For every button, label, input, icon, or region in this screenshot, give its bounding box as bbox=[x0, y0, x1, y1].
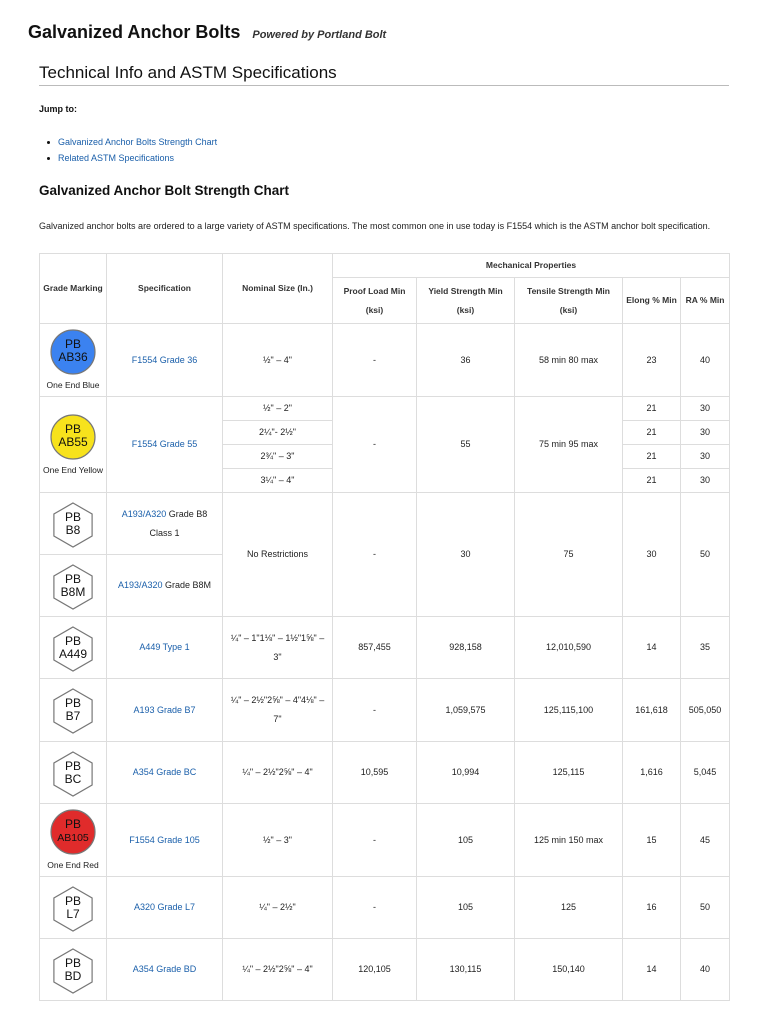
elongation-cell: 14 bbox=[623, 939, 681, 1001]
specification-link[interactable]: A193/A320 bbox=[117, 580, 163, 590]
jump-link-astm-specs[interactable]: Related ASTM Specifications bbox=[58, 153, 175, 163]
grade-marking-cell bbox=[40, 877, 107, 939]
badge-text-pb: PB bbox=[64, 893, 82, 908]
specification-link[interactable]: A449 Type 1 bbox=[139, 642, 190, 652]
header-reduction-area: RA % Min bbox=[681, 278, 730, 324]
reduction-area-cell: 505,050 bbox=[681, 679, 730, 742]
proof-load-cell: - bbox=[333, 804, 417, 877]
table-row bbox=[40, 804, 730, 877]
nominal-size-cell: ¼" – 2½"2⅝" – 4"4⅛" – 7" bbox=[223, 679, 333, 742]
specification-link[interactable]: A354 Grade BD bbox=[132, 964, 197, 974]
badge-text-pb: PB bbox=[64, 421, 82, 436]
proof-load-cell: 120,105 bbox=[333, 939, 417, 1001]
intro-text: Galvanized anchor bolts are ordered to a large variety of ASTM specifications. The most common one in use today is F1554 which is the ASTM anchor bolt specification. bbox=[39, 221, 711, 231]
header-yield-strength: Yield Strength Min (ksi) bbox=[417, 278, 515, 324]
elongation-cell: 14 bbox=[623, 617, 681, 679]
specification-link[interactable]: F1554 Grade 105 bbox=[129, 834, 200, 845]
specification-cell bbox=[107, 324, 223, 397]
tensile-strength-cell: 58 min 80 max bbox=[515, 324, 623, 397]
reduction-area-cell: 40 bbox=[681, 324, 730, 397]
specification-cell bbox=[107, 742, 223, 804]
specification-cell bbox=[107, 877, 223, 939]
elongation-cell: 21 bbox=[623, 397, 681, 421]
section-divider bbox=[39, 85, 729, 86]
reduction-area-cell: 30 bbox=[681, 397, 730, 421]
specification-link[interactable]: A193/A320 bbox=[121, 508, 167, 519]
badge-text-grade: AB105 bbox=[57, 832, 89, 844]
nominal-size-cell: ½" – 2" bbox=[223, 397, 333, 421]
grade-marking-cell bbox=[40, 397, 107, 493]
elongation-cell: 23 bbox=[623, 324, 681, 397]
table-row bbox=[40, 742, 730, 804]
nominal-size-cell: No Restrictions bbox=[223, 493, 333, 617]
badge-text-pb: PB bbox=[64, 696, 82, 710]
badge-text-pb: PB bbox=[64, 758, 82, 773]
jump-list-item bbox=[56, 150, 217, 166]
tensile-strength-cell: 75 bbox=[515, 493, 623, 617]
section-title: Technical Info and ASTM Specifications bbox=[39, 63, 337, 82]
grade-marking-cell bbox=[40, 742, 107, 804]
badge-text-grade: B8 bbox=[65, 522, 81, 537]
elongation-cell: 161,618 bbox=[623, 679, 681, 742]
grade-hex-badge bbox=[49, 563, 97, 611]
chart-heading: Galvanized Anchor Bolt Strength Chart bbox=[39, 183, 290, 198]
site-header bbox=[28, 22, 386, 43]
specification-cell bbox=[107, 555, 223, 617]
badge-text-grade: A449 bbox=[58, 646, 88, 661]
nominal-size-cell: ¼" – 1"1⅛" – 1½"1⅝" – 3" bbox=[223, 617, 333, 679]
tensile-strength-cell: 125 bbox=[515, 877, 623, 939]
yield-strength-cell: 928,158 bbox=[417, 617, 515, 679]
header-nominal-size: Nominal Size (In.) bbox=[223, 254, 333, 324]
tensile-strength-cell: 125 min 150 max bbox=[515, 804, 623, 877]
specification-link[interactable]: A354 Grade BC bbox=[132, 767, 197, 777]
site-title: Galvanized Anchor Bolts bbox=[28, 22, 241, 42]
table-row bbox=[40, 939, 730, 1001]
header-tensile-strength: Tensile Strength Min (ksi) bbox=[515, 278, 623, 324]
jump-list bbox=[56, 134, 217, 166]
reduction-area-cell: 50 bbox=[681, 877, 730, 939]
proof-load-cell: - bbox=[333, 679, 417, 742]
reduction-area-cell: 5,045 bbox=[681, 742, 730, 804]
nominal-size-cell: 2¼"- 2½" bbox=[223, 421, 333, 445]
table-body bbox=[40, 324, 730, 1001]
specification-cell bbox=[107, 493, 223, 555]
specification-link[interactable]: F1554 Grade 55 bbox=[131, 439, 198, 449]
specification-cell bbox=[107, 804, 223, 877]
table-row bbox=[40, 324, 730, 397]
badge-text-pb: PB bbox=[64, 509, 82, 524]
tensile-strength-cell: 125,115 bbox=[515, 742, 623, 804]
elongation-cell: 15 bbox=[623, 804, 681, 877]
grade-marking-cell bbox=[40, 555, 107, 617]
specification-link[interactable]: A320 Grade L7 bbox=[133, 902, 196, 912]
reduction-area-cell: 50 bbox=[681, 493, 730, 617]
proof-load-cell: 857,455 bbox=[333, 617, 417, 679]
specification-suffix: Grade B8 Class 1 bbox=[149, 508, 208, 538]
grade-marking-caption: One End Red bbox=[47, 860, 99, 870]
table-row bbox=[40, 493, 730, 555]
tensile-strength-cell: 150,140 bbox=[515, 939, 623, 1001]
table-row bbox=[40, 679, 730, 742]
grade-marking-cell bbox=[40, 679, 107, 742]
nominal-size-cell: 2¾" – 3" bbox=[223, 445, 333, 469]
grade-hex-badge bbox=[49, 687, 97, 735]
nominal-size-cell: ½" – 3" bbox=[223, 804, 333, 877]
badge-text-grade: BC bbox=[64, 771, 82, 786]
elongation-cell: 21 bbox=[623, 469, 681, 493]
proof-load-cell: - bbox=[333, 493, 417, 617]
grade-hex-badge bbox=[49, 750, 97, 798]
proof-load-cell: 10,595 bbox=[333, 742, 417, 804]
reduction-area-cell: 30 bbox=[681, 421, 730, 445]
reduction-area-cell: 40 bbox=[681, 939, 730, 1001]
grade-marking-cell bbox=[40, 939, 107, 1001]
badge-text-pb: PB bbox=[64, 571, 82, 586]
specification-cell bbox=[107, 397, 223, 493]
grade-circle-badge bbox=[49, 413, 97, 461]
proof-load-cell: - bbox=[333, 877, 417, 939]
grade-marking-cell bbox=[40, 493, 107, 555]
jump-link-strength-chart[interactable]: Galvanized Anchor Bolts Strength Chart bbox=[58, 137, 218, 147]
reduction-area-cell: 30 bbox=[681, 469, 730, 493]
grade-marking-caption: One End Yellow bbox=[42, 464, 104, 475]
grade-hex-badge bbox=[49, 947, 97, 995]
reduction-area-cell: 30 bbox=[681, 445, 730, 469]
table-row bbox=[40, 617, 730, 679]
header-mechanical-properties: Mechanical Properties bbox=[333, 254, 730, 278]
specification-cell bbox=[107, 617, 223, 679]
jump-label: Jump to: bbox=[39, 104, 77, 114]
badge-text-grade: L7 bbox=[66, 906, 80, 921]
nominal-size-cell: ¼" – 2½"2⅝" – 4" bbox=[223, 939, 333, 1001]
nominal-size-cell: 3¼" – 4" bbox=[223, 469, 333, 493]
specification-cell bbox=[107, 939, 223, 1001]
grade-circle-badge bbox=[49, 328, 97, 376]
reduction-area-cell: 35 bbox=[681, 617, 730, 679]
reduction-area-cell: 45 bbox=[681, 804, 730, 877]
grade-hex-badge bbox=[49, 625, 97, 673]
header-grade-marking: Grade Marking bbox=[40, 254, 107, 324]
elongation-cell: 1,616 bbox=[623, 742, 681, 804]
badge-text-pb: PB bbox=[64, 817, 82, 831]
yield-strength-cell: 10,994 bbox=[417, 742, 515, 804]
powered-by: Powered by Portland Bolt bbox=[252, 29, 387, 41]
specification-link[interactable]: A193 Grade B7 bbox=[133, 704, 196, 715]
proof-load-cell: - bbox=[333, 397, 417, 493]
grade-marking-caption: One End Blue bbox=[46, 380, 100, 390]
specification-suffix: Grade B8M bbox=[162, 580, 212, 590]
tensile-strength-cell: 75 min 95 max bbox=[515, 397, 623, 493]
elongation-cell: 30 bbox=[623, 493, 681, 617]
yield-strength-cell: 30 bbox=[417, 493, 515, 617]
grade-hex-badge bbox=[49, 885, 97, 933]
elongation-cell: 21 bbox=[623, 445, 681, 469]
yield-strength-cell: 1,059,575 bbox=[417, 679, 515, 742]
header-proof-load: Proof Load Min (ksi) bbox=[333, 278, 417, 324]
header-specification: Specification bbox=[107, 254, 223, 324]
specification-cell bbox=[107, 679, 223, 742]
elongation-cell: 16 bbox=[623, 877, 681, 939]
table-row bbox=[40, 397, 730, 421]
badge-text-grade: B7 bbox=[65, 709, 81, 723]
badge-text-grade: AB36 bbox=[58, 350, 88, 364]
yield-strength-cell: 55 bbox=[417, 397, 515, 493]
grade-marking-cell bbox=[40, 617, 107, 679]
grade-marking-cell bbox=[40, 804, 107, 877]
nominal-size-cell: ¼" – 2½"2⅝" – 4" bbox=[223, 742, 333, 804]
grade-hex-badge bbox=[49, 501, 97, 549]
badge-text-pb: PB bbox=[64, 955, 82, 970]
elongation-cell: 21 bbox=[623, 421, 681, 445]
specification-link[interactable]: F1554 Grade 36 bbox=[131, 354, 198, 365]
strength-table bbox=[39, 253, 730, 1001]
tensile-strength-cell: 12,010,590 bbox=[515, 617, 623, 679]
badge-text-grade: BD bbox=[64, 968, 82, 983]
nominal-size-cell: ½" – 4" bbox=[223, 324, 333, 397]
table-row bbox=[40, 877, 730, 939]
badge-text-grade: B8M bbox=[60, 584, 86, 599]
yield-strength-cell: 36 bbox=[417, 324, 515, 397]
badge-text-pb: PB bbox=[64, 337, 82, 351]
header-elongation: Elong % Min bbox=[623, 278, 681, 324]
badge-text-grade: AB55 bbox=[58, 434, 88, 449]
jump-list-item bbox=[56, 134, 217, 150]
nominal-size-cell: ¼" – 2½" bbox=[223, 877, 333, 939]
grade-circle-badge bbox=[49, 808, 97, 856]
yield-strength-cell: 105 bbox=[417, 877, 515, 939]
yield-strength-cell: 130,115 bbox=[417, 939, 515, 1001]
grade-marking-cell bbox=[40, 324, 107, 397]
yield-strength-cell: 105 bbox=[417, 804, 515, 877]
proof-load-cell: - bbox=[333, 324, 417, 397]
badge-text-pb: PB bbox=[64, 633, 82, 648]
tensile-strength-cell: 125,115,100 bbox=[515, 679, 623, 742]
